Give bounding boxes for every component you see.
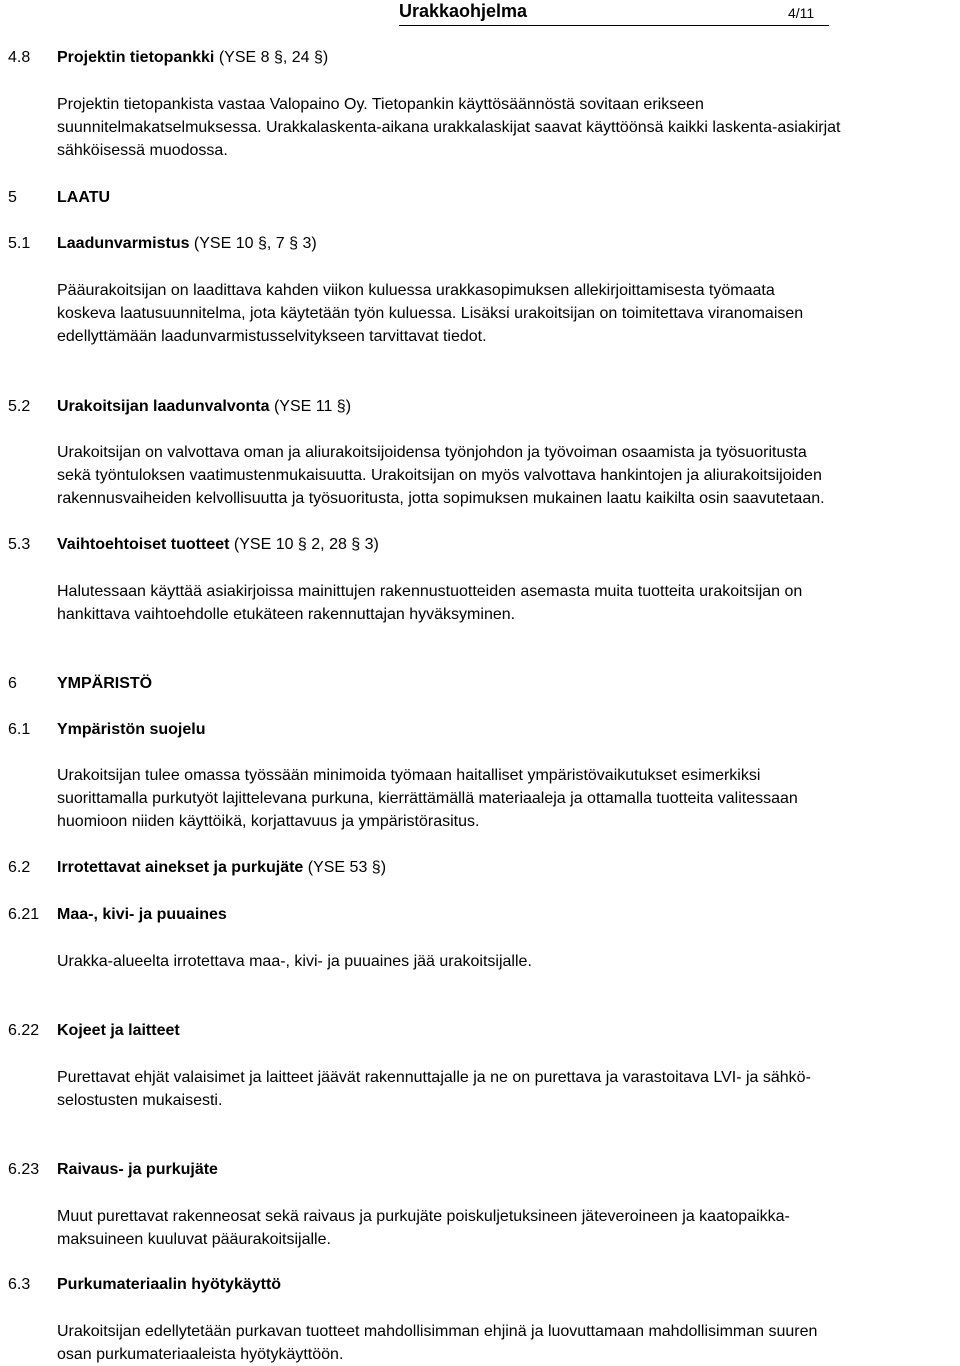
section-heading-5-3 — [57, 534, 379, 556]
text-line: Muut purettavat rakenneosat sekä raivaus ja purkujäte poiskuljetuksineen jäteveroineen ja kaatopaikka- — [57, 1208, 790, 1225]
section-number-6-2: 6.2 — [8, 859, 31, 876]
section-heading-6-21 — [57, 904, 227, 926]
text-line: selostusten mukaisesti. — [57, 1092, 223, 1109]
section-heading-6-3 — [57, 1274, 281, 1296]
section-number-6-21: 6.21 — [8, 906, 40, 923]
text-line: suorittamalla purkutyöt lajittelevana purkuna, kierrättämällä materiaaleja ja ottamalla tuotteita valitessaan — [57, 790, 798, 807]
paragraph-6-23 — [57, 1205, 947, 1251]
text-line: Urakka-alueelta irrotettava maa-, kivi- ja puuaines jää urakoitsijalle. — [57, 953, 532, 970]
heading-title: Projektin tietopankki — [57, 49, 215, 66]
heading-title: Urakoitsijan laadunvalvonta — [57, 398, 270, 415]
paragraph-6-22 — [57, 1066, 947, 1112]
heading-title: Maa-, kivi- ja puuaines — [57, 906, 227, 923]
text-line: rakennusvaiheiden kelvollisuutta ja työsuoritusta, jotta sopimuksen mukainen laatu kaikilta osin saavutetaan. — [57, 490, 825, 507]
paragraph-6-21 — [57, 950, 947, 973]
heading-reference: (YSE 11 §) — [269, 398, 352, 415]
text-line: sekä työntuloksen vaatimustenmukaisuutta. Urakoitsijan on myös valvottava hankintojen ja aliurakoitsijoiden — [57, 467, 822, 484]
heading-title: Ympäristön suojelu — [57, 721, 206, 738]
header-rule — [399, 25, 829, 26]
section-number-6-23: 6.23 — [8, 1161, 40, 1178]
heading-title: LAATU — [57, 189, 111, 206]
heading-reference: (YSE 10 § 2, 28 § 3) — [229, 536, 379, 553]
text-line: osan purkumateriaaleista hyötykäyttöön. — [57, 1346, 344, 1363]
section-heading-5-1 — [57, 233, 317, 255]
text-line: Urakoitsijan edellytetään purkavan tuotteet mahdollisimman ehjinä ja luovuttamaan mahdollisimman suuren — [57, 1323, 818, 1340]
text-line: Urakoitsijan tulee omassa työssään minimoida työmaan haitalliset ympäristövaikutukset esimerkiksi — [57, 767, 761, 784]
paragraph-6-1 — [57, 764, 947, 833]
text-line: hankittava vaihtoehdolle etukäteen rakennuttajan hyväksyminen. — [57, 606, 516, 623]
document-title: Urakkaohjelma — [399, 1, 528, 21]
section-heading-5 — [57, 187, 110, 209]
section-heading-6-1 — [57, 719, 205, 741]
heading-title: Irrotettavat ainekset ja purkujäte — [57, 859, 304, 876]
section-number-5-2: 5.2 — [8, 398, 31, 415]
section-number-6-22: 6.22 — [8, 1022, 40, 1039]
heading-reference: (YSE 53 §) — [303, 859, 387, 876]
heading-title: YMPÄRISTÖ — [57, 675, 153, 692]
text-line: suunnitelmakatselmuksessa. Urakkalaskenta-aikana urakkalaskijat saavat käyttöönsä kaikki laskenta-asiakirjat — [57, 119, 841, 136]
heading-reference: (YSE 8 §, 24 §) — [214, 49, 329, 66]
text-line: Projektin tietopankista vastaa Valopaino Oy. Tietopankin käyttösäännöstä sovitaan erikseen — [57, 96, 704, 113]
section-number-5-1: 5.1 — [8, 235, 31, 252]
section-heading-6 — [57, 673, 152, 695]
heading-title: Laadunvarmistus — [57, 235, 190, 252]
text-line: Pääurakoitsijan on laadittava kahden viikon kuluessa urakkasopimuksen allekirjoittamisesta työmaata — [57, 282, 775, 299]
text-line: koskeva laatusuunnitelma, jota käytetään työn kuluessa. Lisäksi urakoitsijan on toimitettava viranomaisen — [57, 305, 804, 322]
paragraph-6-3 — [57, 1320, 947, 1366]
text-line: Urakoitsijan on valvottava oman ja aliurakoitsijoidensa työnjohdon ja työvoiman osaamista ja työsuoritusta — [57, 444, 807, 461]
section-number-5: 5 — [8, 189, 17, 206]
text-line: huomioon niiden käyttöikä, korjattavuus ja ympäristörasitus. — [57, 813, 480, 830]
paragraph-5-1 — [57, 279, 947, 348]
section-heading-4-8 — [57, 47, 328, 69]
paragraph-5-2 — [57, 441, 947, 510]
section-number-6-3: 6.3 — [8, 1276, 31, 1293]
section-heading-6-22 — [57, 1020, 180, 1042]
heading-title: Vaihtoehtoiset tuotteet — [57, 536, 230, 553]
section-number-5-3: 5.3 — [8, 536, 31, 553]
text-line: Halutessaan käyttää asiakirjoissa mainittujen rakennustuotteiden asemasta muita tuotteita urakoitsijan on — [57, 583, 803, 600]
heading-title: Raivaus- ja purkujäte — [57, 1161, 218, 1178]
heading-title: Kojeet ja laitteet — [57, 1022, 180, 1039]
text-line: sähköisessä muodossa. — [57, 142, 228, 159]
heading-title: Purkumateriaalin hyötykäyttö — [57, 1276, 282, 1293]
section-number-6-1: 6.1 — [8, 721, 31, 738]
page-number: 4/11 — [788, 5, 815, 21]
paragraph-5-3 — [57, 580, 947, 626]
text-line: edellyttämään laadunvarmistusselvitykseen tarvittavat tiedot. — [57, 328, 487, 345]
heading-reference: (YSE 10 §, 7 § 3) — [189, 235, 317, 252]
paragraph-4-8 — [57, 93, 947, 162]
section-number-4-8: 4.8 — [8, 49, 31, 66]
section-heading-6-2 — [57, 857, 386, 879]
text-line: Purettavat ehjät valaisimet ja laitteet jäävät rakennuttajalle ja ne on purettava ja varastoitava LVI- ja sähkö- — [57, 1069, 811, 1086]
section-heading-6-23 — [57, 1159, 218, 1181]
section-heading-5-2 — [57, 396, 351, 418]
section-number-6: 6 — [8, 675, 17, 692]
text-line: maksuineen kuuluvat pääurakoitsijalle. — [57, 1231, 331, 1248]
